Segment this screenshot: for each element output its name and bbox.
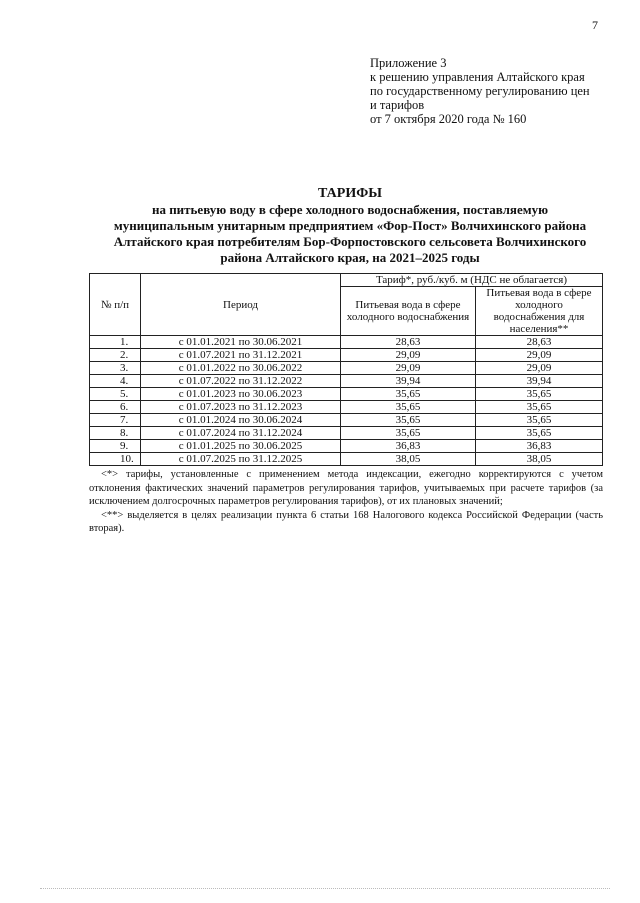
cell-tariff-b: 29,09: [476, 362, 603, 375]
header-tariff-group: Тариф*, руб./куб. м (НДС не облагается): [341, 274, 603, 287]
cell-tariff-a: 29,09: [341, 362, 476, 375]
cell-tariff-b: 29,09: [476, 349, 603, 362]
cell-tariff-b: 39,94: [476, 375, 603, 388]
appendix-line: и тарифов: [370, 98, 425, 112]
table-row: [90, 427, 603, 440]
table-row: [90, 375, 603, 388]
table-row: [90, 401, 603, 414]
cell-period: с 01.01.2021 по 30.06.2021: [141, 336, 341, 349]
header-num: № п/п: [90, 274, 141, 336]
cell-period: с 01.07.2024 по 31.12.2024: [141, 427, 341, 440]
table-row: [90, 362, 603, 375]
cell-period: с 01.07.2021 по 31.12.2021: [141, 349, 341, 362]
cell-tariff-b: 35,65: [476, 414, 603, 427]
table-row: [90, 440, 603, 453]
appendix-line: Приложение 3: [370, 56, 447, 70]
cell-num: 2.: [90, 349, 141, 362]
cell-num: 4.: [90, 375, 141, 388]
cell-num: 5.: [90, 388, 141, 401]
cell-tariff-a: 29,09: [341, 349, 476, 362]
cell-period: с 01.07.2025 по 31.12.2025: [141, 453, 341, 466]
table-row: [90, 349, 603, 362]
appendix-block: [370, 56, 620, 126]
footnotes: [89, 468, 603, 536]
cell-tariff-a: 35,65: [341, 414, 476, 427]
cell-tariff-b: 35,65: [476, 388, 603, 401]
cell-num: 3.: [90, 362, 141, 375]
appendix-line: к решению управления Алтайского края: [370, 70, 585, 84]
cell-tariff-b: 36,83: [476, 440, 603, 453]
document-title: [60, 186, 640, 266]
cell-period: с 01.01.2022 по 30.06.2022: [141, 362, 341, 375]
cell-tariff-a: 35,65: [341, 401, 476, 414]
cell-tariff-a: 36,83: [341, 440, 476, 453]
title-line: на питьевую воду в сфере холодного водоснабжения, поставляемую: [151, 202, 549, 217]
cell-tariff-b: 28,63: [476, 336, 603, 349]
header-period: Период: [141, 274, 341, 336]
title-main: ТАРИФЫ: [318, 186, 382, 201]
cell-num: 6.: [90, 401, 141, 414]
footnote: <**> выделяется в целях реализации пункта 6 статьи 168 Налогового кодекса Российской Федерации (часть вторая).: [89, 509, 603, 534]
cell-tariff-a: 28,63: [341, 336, 476, 349]
table-row: [90, 453, 603, 466]
appendix-line: от 7 октября 2020 года № 160: [370, 112, 527, 126]
cell-tariff-a: 35,65: [341, 427, 476, 440]
cell-num: 8.: [90, 427, 141, 440]
cell-tariff-a: 38,05: [341, 453, 476, 466]
page-bottom-divider: [40, 888, 610, 889]
cell-period: с 01.01.2023 по 30.06.2023: [141, 388, 341, 401]
cell-tariff-b: 35,65: [476, 401, 603, 414]
cell-tariff-b: 38,05: [476, 453, 603, 466]
table-row: [90, 414, 603, 427]
cell-tariff-a: 35,65: [341, 388, 476, 401]
cell-num: 1.: [90, 336, 141, 349]
header-col-a: Питьевая вода в сфере холодного водоснабжения: [341, 287, 476, 336]
title-line: Алтайского края потребителям Бор-Форпостовского сельсовета Волчихинского: [113, 234, 587, 249]
cell-period: с 01.01.2025 по 30.06.2025: [141, 440, 341, 453]
title-line: муниципальным унитарным предприятием «Фор-Пост» Волчихинского района: [113, 218, 587, 233]
page-number: 7: [592, 18, 598, 32]
cell-period: с 01.07.2023 по 31.12.2023: [141, 401, 341, 414]
table-row: [90, 388, 603, 401]
tariffs-table: [89, 273, 603, 466]
cell-num: 10.: [90, 453, 141, 466]
cell-num: 9.: [90, 440, 141, 453]
table-row: [90, 336, 603, 349]
header-col-b: Питьевая вода в сфере холодного водоснабжения для населения**: [476, 287, 603, 336]
title-line: района Алтайского края, на 2021–2025 годы: [220, 250, 480, 265]
cell-tariff-a: 39,94: [341, 375, 476, 388]
footnote: <*> тарифы, установленные с применением метода индексации, ежегодно корректируются с учетом отклонения фактических значений параметров регулирования тарифов, учитываемых при расчете тарифов (за исключением долгосрочных параметров регулирования тарифов), от их плановых значений;: [89, 469, 603, 507]
appendix-line: по государственному регулированию цен: [370, 84, 590, 98]
cell-tariff-b: 35,65: [476, 427, 603, 440]
cell-num: 7.: [90, 414, 141, 427]
cell-period: с 01.01.2024 по 30.06.2024: [141, 414, 341, 427]
cell-period: с 01.07.2022 по 31.12.2022: [141, 375, 341, 388]
